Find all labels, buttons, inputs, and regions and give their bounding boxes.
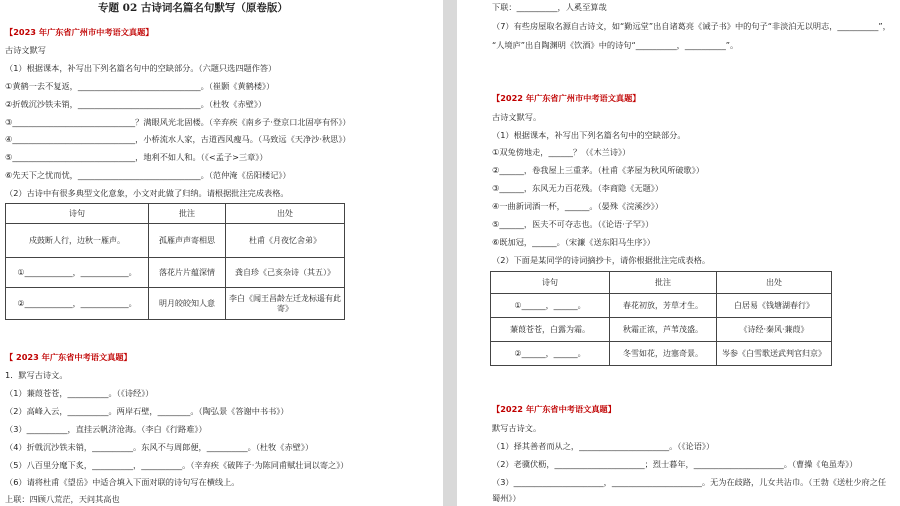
section-intro: 默写古诗文。 — [492, 423, 542, 433]
table-cell: ①______，______。 — [491, 294, 610, 318]
table-cell: 龚自珍《己亥杂诗（其五）》 — [226, 258, 345, 288]
table-cell: ②____________，____________。 — [6, 288, 149, 320]
table-cell: 《诗经·秦风·蒹葭》 — [717, 318, 832, 342]
list-item: （2）老骥伏枥，______________________；烈士暮年，______________________。（曹操《龟虽寿》） — [492, 459, 858, 469]
table-row — [491, 318, 832, 342]
list-item: ⑥先天下之忧而忧，______________________________。（范仲淹《岳阳楼记》） — [5, 170, 291, 180]
table-cell: 蒹葭苍苍，白露为霜。 — [491, 318, 610, 342]
list-item: ⑤______，医夫不可夺志也。（《论语·子罕》） — [492, 219, 654, 229]
list-item: （3）______________________，______________________。无为在歧路，儿女共沾巾。（王勃《送杜少府之任 — [492, 477, 887, 487]
table-header: 批注 — [149, 204, 226, 224]
table-cell: 春花初放，芳草才生。 — [610, 294, 717, 318]
table-cell: 杜甫《月夜忆舍弟》 — [226, 224, 345, 258]
table-cell: 冬雪如花，边塞奇景。 — [610, 342, 717, 366]
list-item: ②______，卷我屋上三重茅。（杜甫《茅屋为秋风所破歌》） — [492, 165, 705, 175]
page-left — [0, 0, 443, 506]
section-intro: 1．默写古诗文。 — [5, 370, 68, 380]
table-row — [6, 288, 345, 320]
table-header: 出处 — [717, 272, 832, 294]
list-item: ①双兔傍地走，______？（《木兰诗》） — [492, 147, 631, 157]
section-intro: 古诗文默写 — [5, 45, 46, 55]
table-cell: ②______，______。 — [491, 342, 610, 366]
list-item: ③______，东风无力百花残。（李商隐《无题》） — [492, 183, 664, 193]
list-item: （1）蒹葭苍苍，__________。（《诗经》） — [5, 388, 154, 398]
table-cell: 孤雁声声寄相思 — [149, 224, 226, 258]
table-header-row — [491, 272, 832, 294]
table-header: 批注 — [610, 272, 717, 294]
list-item: （5）八百里分麾下炙，__________，__________。（辛弃疾《破阵子·为陈同甫赋壮词以寄之》） — [5, 460, 349, 470]
list-item: （3）__________，直挂云帆济沧海。（李白《行路难》） — [5, 424, 207, 434]
table-header: 诗句 — [6, 204, 149, 224]
page-right — [457, 0, 900, 506]
section-intro: 古诗文默写。 — [492, 112, 542, 122]
list-item: 蜀州》） — [492, 493, 521, 503]
list-item: ③______________________________？满眼风光北固楼。（辛弃疾《南乡子·登京口北固亭有怀》） — [5, 117, 351, 127]
table-cell: 白居易《钱塘湖春行》 — [717, 294, 832, 318]
list-item: 下联：__________，人奚至算哉 — [492, 2, 607, 12]
list-item: ⑤______________________________，地利不如人和。（《<孟子>三章》） — [5, 152, 268, 162]
table-row — [491, 294, 832, 318]
question-text: （2）下面是某同学的诗词摘抄卡，请你根据批注完成表格。 — [492, 255, 711, 265]
section-heading: 【2022 年广东省广州市中考语文真题】 — [492, 93, 641, 103]
table-row — [491, 342, 832, 366]
list-item: （7）有些房屋取名源自古诗文，如“勤远堂”出自诸葛亮《诫子书》中的句子“非淡泊无以明志，__________”， — [492, 21, 891, 31]
section-heading: 【2022 年广东省中考语文真题】 — [492, 404, 616, 414]
table-row — [6, 258, 345, 288]
annotation-table — [490, 271, 832, 366]
list-item: ②折戟沉沙铁未销，______________________________。（杜牧《赤壁》） — [5, 99, 267, 109]
list-item: （1）择其善者而从之，______________________。（《论语》） — [492, 441, 715, 451]
table-cell: 李白《闻王昌龄左迁龙标遥有此寄》 — [226, 288, 345, 320]
list-item: ①黄鹤一去不复返，______________________________。（崔颢《黄鹤楼》） — [5, 81, 275, 91]
section-heading: 【 2023 年广东省中考语文真题】 — [5, 352, 132, 362]
page-title: 专题 02 古诗词名篇名句默写（原卷版） — [98, 2, 288, 14]
question-text: （1）根据课本，补写出下列名篇名句中的空缺部分。（六题只选四题作答） — [5, 63, 277, 73]
list-item: 上联：四顾八荒茫，天问其高也 — [5, 494, 120, 504]
list-item: ⑥既加冠，______。（宋濂《送东阳马生序》） — [492, 237, 655, 247]
table-header: 出处 — [226, 204, 345, 224]
list-item: ④一曲新词酒一杯，______。（晏殊《浣溪沙》） — [492, 201, 664, 211]
table-cell: 落花片片蕴深情 — [149, 258, 226, 288]
list-item: （4）折戟沉沙铁未销，__________。东风不与周郎便，__________。（杜牧《赤壁》） — [5, 442, 314, 452]
question-text: （1）根据课本，补写出下列名篇名句中的空缺部分。 — [492, 130, 686, 140]
table-cell: 明月皎皎知人意 — [149, 288, 226, 320]
annotation-table — [5, 203, 345, 320]
list-item: “人境庐”出自陶渊明《饮酒》中的诗句“__________，__________”。 — [492, 40, 739, 50]
table-cell: 岑参《白雪歌送武判官归京》 — [717, 342, 832, 366]
list-item: （6）请将杜甫《望岳》中适合填入下面对联的诗句写在横线上。 — [5, 477, 240, 487]
table-row — [6, 224, 345, 258]
section-heading: 【2023 年广东省广州市中考语文真题】 — [5, 27, 154, 37]
table-header-row — [6, 204, 345, 224]
table-cell: 戍鼓断人行，边秋一雁声。 — [6, 224, 149, 258]
question-text: （2）古诗中有很多典型文化意象，小文对此做了归纳。请根据批注完成表格。 — [5, 188, 289, 198]
table-header: 诗句 — [491, 272, 610, 294]
table-cell: 秋霜正浓，芦苇茂盛。 — [610, 318, 717, 342]
list-item: ④______________________________，小桥流水人家，古道西风瘦马。（马致远《天净沙·秋思》） — [5, 134, 351, 144]
list-item: （2）高峰入云，__________。两岸石壁，________。（陶弘景《答谢中书书》） — [5, 406, 289, 416]
table-cell: ①____________，____________。 — [6, 258, 149, 288]
